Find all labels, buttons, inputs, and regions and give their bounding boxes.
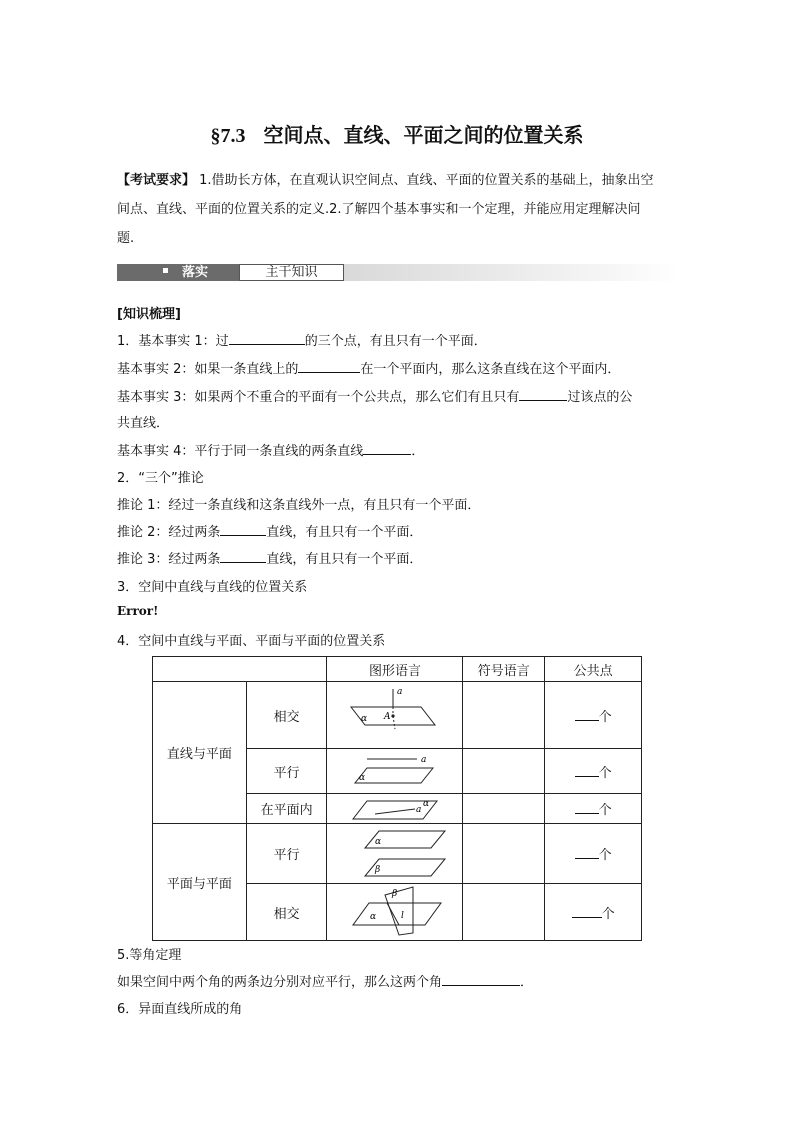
fig-label-alpha: α [369, 912, 377, 922]
row-label: 相交 [246, 884, 327, 941]
count-cell: 个 [545, 884, 642, 941]
section-number: §7.3 [210, 125, 246, 147]
fill-blank[interactable] [519, 387, 567, 401]
fig-label-A: A [383, 712, 391, 722]
item-2: 基本事实 2：如果一条直线上的 在一个平面内，那么这条直线在这个平面内． [117, 358, 620, 377]
exam-requirements [117, 166, 683, 253]
figure-plane-parallel-plane [327, 824, 463, 884]
table-row [153, 682, 642, 749]
page-title [0, 119, 794, 148]
fill-blank[interactable] [575, 763, 599, 777]
section-heading: [知识梳理] [117, 307, 181, 322]
fig-label-l: l [400, 911, 404, 921]
square-bullet-icon [163, 268, 168, 273]
group-line-plane: 直线与平面 [153, 682, 247, 824]
item-1: 1．基本事实 1：过 的三个点，有且只有一个平面． [117, 330, 487, 349]
fig-label-beta: β [391, 889, 398, 899]
item-11: 5.等角定理 [117, 948, 182, 963]
header-symbol: 符号语言 [463, 657, 545, 682]
item-6: 推论 1：经过一条直线和这条直线外一点，有且只有一个平面． [117, 498, 481, 513]
count-cell: 个 [545, 682, 642, 749]
item-10: 4．空间中直线与平面、平面与平面的位置关系 [117, 634, 386, 649]
table-header-row [153, 657, 642, 682]
figure-plane-intersect-plane [327, 884, 463, 941]
symbol-cell[interactable] [463, 824, 545, 884]
item-7: 推论 2：经过两条 直线，有且只有一个平面． [117, 521, 422, 540]
group-plane-plane: 平面与平面 [153, 824, 247, 941]
item-3: 基本事实 3：如果两个不重合的平面有一个公共点，那么它们有且只有 过该点的公 [117, 386, 632, 405]
row-label: 平行 [246, 824, 327, 884]
item-5: 2．“三个”推论 [117, 471, 204, 486]
fig-label-a: a [420, 755, 427, 765]
symbol-cell[interactable] [463, 749, 545, 794]
fig-label-alpha: α [374, 836, 382, 847]
banner-gradient [344, 264, 680, 281]
figure-line-parallel-plane [327, 749, 463, 794]
section-banner [117, 262, 680, 282]
fig-label-alpha: α [360, 714, 368, 724]
count-cell: 个 [545, 794, 642, 824]
symbol-cell[interactable] [463, 794, 545, 824]
fill-blank[interactable] [220, 549, 266, 563]
item-3-cont: 共直线． [117, 416, 170, 431]
symbol-cell[interactable] [463, 682, 545, 749]
fig-label-a: a [415, 804, 422, 815]
header-common-points: 公共点 [545, 657, 642, 682]
requirement-line-2: 间点、直线、平面的位置关系的定义.2.了解四个基本事实和一个定理，并能应用定理解决问 [117, 202, 641, 217]
relations-table [152, 656, 642, 941]
fill-blank[interactable] [229, 331, 305, 345]
title-text: 空间点、直线、平面之间的位置关系 [263, 123, 584, 147]
fig-label-alpha: α [358, 773, 366, 783]
fill-blank[interactable] [575, 845, 599, 859]
fill-blank[interactable] [442, 972, 520, 986]
requirement-line-1: 【考试要求】 1.借助长方体，在直观认识空间点、直线、平面的位置关系的基础上，抽象出空 [117, 173, 654, 188]
error-text: Error! [117, 604, 159, 618]
item-9: 3．空间中直线与直线的位置关系 [117, 580, 308, 595]
header-empty [153, 657, 327, 682]
fill-blank[interactable] [575, 800, 599, 814]
item-8: 推论 3：经过两条 直线，有且只有一个平面． [117, 548, 422, 567]
symbol-cell[interactable] [463, 884, 545, 941]
row-label: 在平面内 [246, 794, 327, 824]
item-13: 6．异面直线所成的角 [117, 1002, 243, 1017]
fill-blank[interactable] [575, 707, 599, 721]
row-label: 平行 [246, 749, 327, 794]
banner-dark-label: 落实 [117, 264, 239, 281]
figure-line-intersect-plane [327, 682, 463, 749]
fill-blank[interactable] [363, 441, 411, 455]
banner-box-label: 主干知识 [239, 264, 344, 281]
requirement-line-3: 题. [117, 231, 135, 246]
row-label: 相交 [246, 682, 327, 749]
count-cell: 个 [545, 749, 642, 794]
fill-blank[interactable] [220, 522, 266, 536]
fig-label-beta: β [374, 864, 381, 875]
figure-line-in-plane [327, 794, 463, 824]
fig-label-alpha: α [422, 798, 430, 809]
item-4: 基本事实 4：平行于同一条直线的两条直线 ． [117, 440, 424, 459]
count-cell: 个 [545, 824, 642, 884]
fig-label-a: a [396, 687, 403, 697]
fill-blank[interactable] [298, 359, 360, 373]
requirement-tag: 【考试要求】 [117, 173, 196, 188]
header-graphic: 图形语言 [327, 657, 463, 682]
fill-blank[interactable] [572, 904, 602, 918]
table-row [153, 824, 642, 884]
item-12: 如果空间中两个角的两条边分别对应平行，那么这两个角 ． [117, 971, 533, 990]
